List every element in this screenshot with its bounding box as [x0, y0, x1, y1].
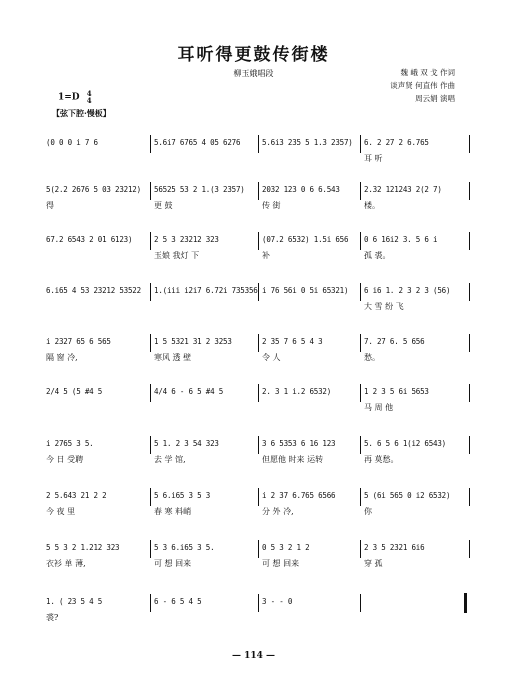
lyric: 得 — [46, 201, 54, 210]
score-system — [44, 594, 469, 626]
lyric: 耳 听 — [364, 154, 383, 163]
lyric: 补 — [262, 251, 270, 260]
score-system — [44, 540, 469, 572]
lyric-line — [44, 198, 469, 214]
measure: (0 0 0 i 7 6 — [46, 138, 98, 147]
lyric: 玉娘 我灯 下 — [154, 251, 200, 260]
measure: 1. ( 23 5 4 5 — [46, 597, 103, 606]
notation-line — [44, 334, 469, 350]
measure: 4/4 6 - 6 5 #4 5 — [154, 387, 224, 396]
barline — [469, 283, 470, 301]
time-numerator: 4 — [86, 89, 92, 98]
notation-line — [44, 540, 469, 556]
measure: 5.6i7 6765 4 05 6276 — [154, 138, 241, 147]
final-barline — [464, 593, 467, 613]
barline — [469, 334, 470, 352]
measure: i 76 56i 0 5i 65321) — [262, 286, 349, 295]
measure: i 2765 3 5. — [46, 439, 94, 448]
barline — [469, 232, 470, 250]
measure: 0 6 16i2 3. 5 6 i — [364, 235, 438, 244]
measure: 1 5 5321 31 2 3253 — [154, 337, 232, 346]
measure: 7. 27 6. 5 656 — [364, 337, 425, 346]
measure: i 2327 65 6 565 — [46, 337, 111, 346]
measure: 2032 123 0 6 6.543 — [262, 185, 340, 194]
score-system — [44, 436, 469, 468]
measure: 5(2.2 2676 5 03 23212) — [46, 185, 141, 194]
notation-line — [44, 436, 469, 452]
measure: 5 6.i65 3 5 3 — [154, 491, 211, 500]
barline — [469, 540, 470, 558]
lyric: 楼。 — [364, 201, 380, 210]
credit-lyricist: 魏 峨 双 戈 作词 — [400, 68, 455, 77]
score-system — [44, 384, 469, 416]
song-subtitle: 柳玉娥唱段 — [233, 69, 274, 78]
barline — [469, 436, 470, 454]
page-number: — 114 — — [231, 651, 276, 661]
score-system — [44, 283, 469, 315]
lyric: 令 人 — [262, 353, 281, 362]
lyric-line — [44, 610, 469, 626]
measure: 3 6 5353 6 16 123 — [262, 439, 336, 448]
lyric-line — [44, 504, 469, 520]
lyric: 更 鼓 — [154, 201, 173, 210]
lyric: 去 学 馆, — [154, 455, 186, 464]
measure: 5 3 6.i65 3 5. — [154, 543, 215, 552]
score-system — [44, 334, 469, 366]
lyric: 衣衫 单 薄, — [46, 559, 86, 568]
notation-line — [44, 135, 469, 151]
lyric: 穿 孤 — [364, 559, 383, 568]
time-denominator: 4 — [86, 96, 92, 105]
measure: 6. 2 27 2 6.765 — [364, 138, 429, 147]
key-signature — [58, 90, 92, 104]
measure: 2. 3 1 i.2 6532) — [262, 387, 332, 396]
measure: 5 1. 2 3 54 323 — [154, 439, 219, 448]
lyric-line — [44, 151, 469, 167]
measure: (07.2 6532) 1.5i 656 — [262, 235, 349, 244]
lyric: 传 街 — [262, 201, 281, 210]
lyric: 马 周 他 — [364, 403, 394, 412]
barline — [469, 182, 470, 200]
measure: i 2 37 6.765 6566 — [262, 491, 336, 500]
measure: 6.i65 4 53 23212 53522 — [46, 286, 141, 295]
lyric-line — [44, 556, 469, 572]
lyric-line — [44, 299, 469, 315]
measure: 3 - - 0 — [262, 597, 293, 606]
credit-singer: 周云娟 演唱 — [415, 94, 455, 103]
notation-line — [44, 488, 469, 504]
lyric-line — [44, 400, 469, 416]
measure: 5. 6 5 6 1(i2 6543) — [364, 439, 446, 448]
time-signature — [87, 90, 92, 104]
lyric: 孤 裘。 — [364, 251, 391, 260]
measure: 6 i6 1. 2 3 2 3 (56) — [364, 286, 451, 295]
notation-line — [44, 594, 469, 610]
lyric: 寒风 透 壁 — [154, 353, 192, 362]
lyric: 你 — [364, 507, 372, 516]
measure: 2 3 5 2321 6i6 — [364, 543, 425, 552]
measure: 0 5 3 2 1 2 — [262, 543, 310, 552]
lyric: 可 想 回来 — [262, 559, 300, 568]
measure: 1.(iii i2i7 6.72i 735356 — [154, 286, 258, 295]
lyric: 隔 窗 冷, — [46, 353, 78, 362]
lyric-line — [44, 350, 469, 366]
measure: 5 (6i 565 0 i2 6532) — [364, 491, 451, 500]
credits — [390, 66, 455, 105]
measure: 5 5 3 2 1.212 323 — [46, 543, 120, 552]
key-label: 1=D — [58, 92, 80, 103]
measure: 2 5 3 23212 323 — [154, 235, 219, 244]
lyric: 愁。 — [364, 353, 380, 362]
lyric: 裘? — [46, 613, 59, 622]
barline — [469, 488, 470, 506]
barline — [469, 135, 470, 153]
measure: 2 5.643 21 2 2 — [46, 491, 107, 500]
lyric: 春 寒 料峭 — [154, 507, 192, 516]
notation-line — [44, 232, 469, 248]
lyric: 今 日 受聘 — [46, 455, 84, 464]
measure: 56525 53 2 1.(3 2357) — [154, 185, 245, 194]
credit-composer: 谈声贤 何直伟 作曲 — [390, 81, 455, 90]
score-system — [44, 135, 469, 167]
notation-line — [44, 182, 469, 198]
measure: 2/4 5 (5 #4 5 — [46, 387, 103, 396]
lyric-line — [44, 452, 469, 468]
lyric-line — [44, 248, 469, 264]
score-system — [44, 232, 469, 264]
measure: 2.32 121243 2(2 7) — [364, 185, 442, 194]
barline — [469, 384, 470, 402]
score-system — [44, 182, 469, 214]
lyric: 今 夜 里 — [46, 507, 76, 516]
notation-line — [44, 384, 469, 400]
measure: 5.6i3 235 5 1.3 2357) — [262, 138, 353, 147]
measure: 1 2 3 5 6i 5653 — [364, 387, 429, 396]
measure: 2 35 7 6 5 4 3 — [262, 337, 323, 346]
song-title: 耳听得更鼓传街楼 — [177, 45, 330, 65]
notation-line — [44, 283, 469, 299]
measure: 67.2 6543 2 01 6123) — [46, 235, 133, 244]
score-system — [44, 488, 469, 520]
lyric: 再 莫愁。 — [364, 455, 399, 464]
lyric: 分 外 冷, — [262, 507, 294, 516]
lyric: 大 雪 纷 飞 — [364, 302, 404, 311]
lyric: 可 想 回来 — [154, 559, 192, 568]
tempo-tag: 【弦下腔·慢板】 — [52, 108, 111, 118]
measure: 6 - 6 5 4 5 — [154, 597, 202, 606]
lyric: 但愿他 时来 运转 — [262, 455, 324, 464]
